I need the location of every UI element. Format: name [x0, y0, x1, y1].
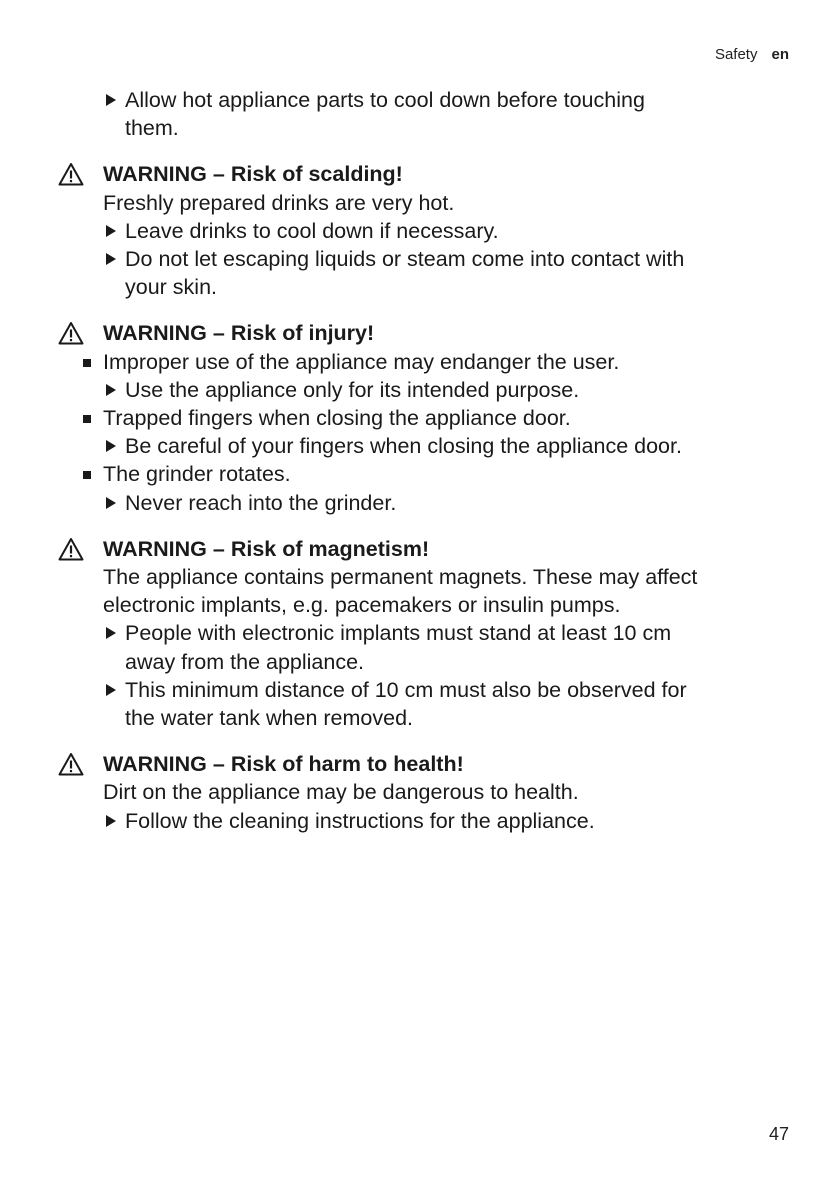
warning-heading	[0, 535, 839, 563]
step-text: Allow hot appliance parts to cool down before touching	[125, 88, 645, 112]
square-bullet-icon	[83, 359, 91, 367]
step-text: Be careful of your fingers when closing the appliance door.	[125, 434, 682, 459]
instruction-step	[0, 86, 839, 114]
step-text-continued: them.	[125, 116, 179, 141]
instruction-step	[0, 676, 839, 704]
language-code: en	[771, 46, 789, 63]
bullet-text: The grinder rotates.	[103, 462, 291, 487]
page-header	[715, 46, 789, 63]
step-text-continued: your skin.	[125, 275, 218, 300]
step-text: Do not let escaping liquids or steam come into contact with	[125, 247, 685, 272]
warning-title: WARNING – Risk of harm to health!	[103, 752, 464, 777]
page-number: 47	[768, 1124, 789, 1144]
safety-content	[0, 86, 839, 835]
step-arrow-icon	[106, 253, 116, 265]
step-text: People with electronic implants must stand at least 10 cm	[125, 621, 672, 646]
warning-title: WARNING – Risk of injury!	[103, 321, 375, 346]
step-arrow-icon	[106, 225, 116, 237]
warning-heading	[0, 750, 839, 778]
bullet-text: Improper use of the appliance may endanger the user.	[103, 349, 620, 374]
step-text: Use the appliance only for its intended purpose.	[125, 377, 580, 402]
warning-heading	[0, 160, 839, 188]
warning-title: WARNING – Risk of scalding!	[103, 162, 403, 187]
instruction-step	[0, 807, 839, 835]
instruction-step	[0, 245, 839, 273]
step-arrow-icon	[106, 815, 116, 827]
instruction-step	[0, 619, 839, 647]
step-text-continued: away from the appliance.	[125, 649, 365, 674]
instruction-step	[0, 432, 839, 460]
instruction-step	[0, 489, 839, 517]
warning-triangle-icon	[58, 537, 84, 561]
section-name: Safety	[714, 46, 758, 63]
warning-text: Freshly prepared drinks are very hot.	[103, 190, 455, 215]
hazard-bullet	[0, 460, 839, 488]
warning-triangle-icon	[58, 162, 84, 186]
square-bullet-icon	[83, 415, 91, 423]
step-text-continued: the water tank when removed.	[125, 706, 414, 731]
square-bullet-icon	[83, 471, 91, 479]
step-arrow-icon	[106, 684, 116, 696]
hazard-bullet	[0, 348, 839, 376]
instruction-step	[0, 217, 839, 245]
step-text: Leave drinks to cool down if necessary.	[125, 218, 499, 243]
hazard-bullet	[0, 404, 839, 432]
warning-text: Dirt on the appliance may be dangerous to health.	[103, 780, 579, 805]
step-text: Never reach into the grinder.	[125, 490, 397, 515]
step-text: This minimum distance of 10 cm must also be observed for	[125, 677, 687, 702]
step-arrow-icon	[106, 440, 116, 452]
step-arrow-icon	[106, 384, 116, 396]
warning-heading	[0, 319, 839, 347]
bullet-text: Trapped fingers when closing the appliance door.	[103, 406, 571, 431]
step-arrow-icon	[106, 497, 116, 509]
instruction-step	[0, 376, 839, 404]
step-arrow-icon	[106, 627, 116, 639]
step-text: Follow the cleaning instructions for the appliance.	[125, 808, 595, 833]
warning-triangle-icon	[58, 321, 84, 345]
warning-triangle-icon	[58, 752, 84, 776]
warning-title: WARNING – Risk of magnetism!	[103, 536, 430, 561]
warning-text: electronic implants, e.g. pacemakers or insulin pumps.	[103, 593, 621, 618]
step-arrow-icon	[106, 94, 116, 106]
warning-text: The appliance contains permanent magnets. These may affect	[103, 565, 698, 590]
